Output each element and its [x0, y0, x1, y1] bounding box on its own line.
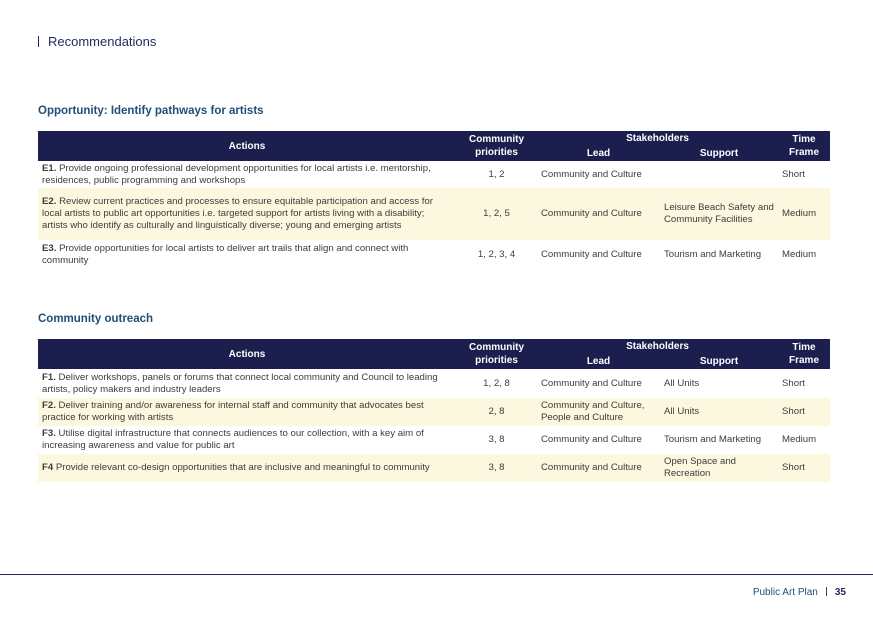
time-frame-cell: Medium [778, 188, 830, 240]
time-frame-cell: Medium [782, 434, 817, 445]
header-divider [38, 36, 39, 47]
lead-cell: Community and Culture [537, 454, 660, 482]
lead-cell: Community and Culture, People and Culture [537, 398, 660, 426]
action-code: E3. [42, 243, 57, 254]
action-cell [38, 369, 456, 398]
time-frame-cell: Medium [782, 249, 817, 260]
action-cell [38, 398, 456, 426]
action-text: Provide ongoing professional development opportunities for local artists i.e. mentorship, residences, public programming and workshops [42, 162, 431, 186]
page-header [38, 34, 156, 49]
action-text: Provide relevant co-design opportunities that are inclusive and meaningful to community [55, 462, 430, 473]
action-text: Deliver workshops, panels or forums that connect local community and Council to leading artists, policy makers and industry leaders [42, 371, 438, 395]
support-cell: All Units [660, 398, 778, 426]
section-title-pathways: Opportunity: Identify pathways for artists [38, 105, 264, 117]
table-row [38, 369, 830, 398]
action-code: F3. [42, 428, 56, 439]
header-stakeholders: Stakeholders [537, 131, 778, 146]
footer-divider [826, 587, 827, 596]
header-community-priorities: Community priorities [456, 339, 537, 369]
action-code: E2. [42, 196, 57, 207]
header-stakeholders: Stakeholders [537, 339, 778, 354]
table-row [38, 398, 830, 426]
footer-document-title: Public Art Plan [752, 587, 818, 598]
lead-cell: Community and Culture [541, 168, 642, 180]
priorities-cell: 1, 2, 5 [456, 188, 537, 240]
page-footer [753, 587, 846, 598]
header-time-frame: Time Frame [778, 339, 830, 369]
action-text: Provide opportunities for local artists to deliver art trails that align and connect with community [42, 243, 409, 266]
priorities-cell: 2, 8 [456, 398, 537, 426]
time-frame-cell: Short [778, 454, 830, 482]
header-support: Support [660, 146, 778, 161]
table-row [38, 240, 830, 270]
action-code: F2. [42, 400, 56, 411]
header-time-frame: Time Frame [778, 131, 830, 161]
page-number: 35 [834, 587, 846, 598]
lead-cell: Community and Culture [537, 188, 660, 240]
action-code: F1. [42, 371, 56, 383]
support-cell: Tourism and Marketing [664, 249, 762, 260]
time-frame-cell: Short [778, 398, 830, 426]
priorities-cell: 1, 2 [488, 168, 505, 180]
table-row [38, 454, 830, 482]
table-row [38, 188, 830, 240]
header-actions: Actions [38, 131, 456, 161]
header-lead: Lead [537, 354, 660, 369]
action-cell [38, 426, 456, 454]
lead-cell: Community and Culture [541, 434, 642, 445]
page-title: Recommendations [48, 34, 157, 49]
support-cell: Tourism and Marketing [664, 434, 762, 445]
support-cell: All Units [664, 377, 700, 389]
priorities-cell: 3, 8 [456, 454, 537, 482]
priorities-cell: 1, 2, 3, 4 [477, 249, 516, 260]
action-cell [38, 454, 456, 482]
action-cell [38, 161, 456, 188]
outreach-table [38, 339, 830, 482]
action-text: Deliver training and/or awareness for internal staff and community that advocates best practice for working with artists [42, 400, 424, 423]
time-frame-cell: Short [782, 168, 805, 180]
priorities-cell: 1, 2, 8 [483, 377, 510, 389]
header-community-priorities: Community priorities [456, 131, 537, 161]
priorities-cell: 3, 8 [488, 434, 505, 445]
action-text: Review current practices and processes to ensure equitable participation and access for local artists to public art opportunities i.e. targeted support for artists living with a disability; artists who identify as culturally and linguistically diverse; young and emerging artists [42, 196, 433, 231]
header-lead: Lead [537, 146, 660, 161]
action-text: Utilise digital infrastructure that connects audiences to our collection, with a key aim of increasing awareness and value for public art [42, 428, 424, 451]
pathways-table [38, 131, 830, 270]
lead-cell: Community and Culture [541, 249, 642, 260]
header-support: Support [660, 354, 778, 369]
section-title-outreach: Community outreach [38, 313, 154, 325]
support-cell: Leisure Beach Safety and Community Facilities [660, 188, 778, 240]
table-row [38, 161, 830, 188]
action-code: E1. [42, 162, 57, 174]
header-actions: Actions [38, 339, 456, 369]
action-code: F4 [42, 462, 54, 473]
table-row [38, 426, 830, 454]
support-cell [660, 161, 778, 188]
action-cell [38, 240, 456, 270]
time-frame-cell: Short [782, 377, 805, 389]
action-cell [38, 188, 456, 240]
support-cell: Open Space and Recreation [660, 454, 778, 482]
lead-cell: Community and Culture [541, 377, 642, 389]
footer-rule [0, 574, 873, 575]
